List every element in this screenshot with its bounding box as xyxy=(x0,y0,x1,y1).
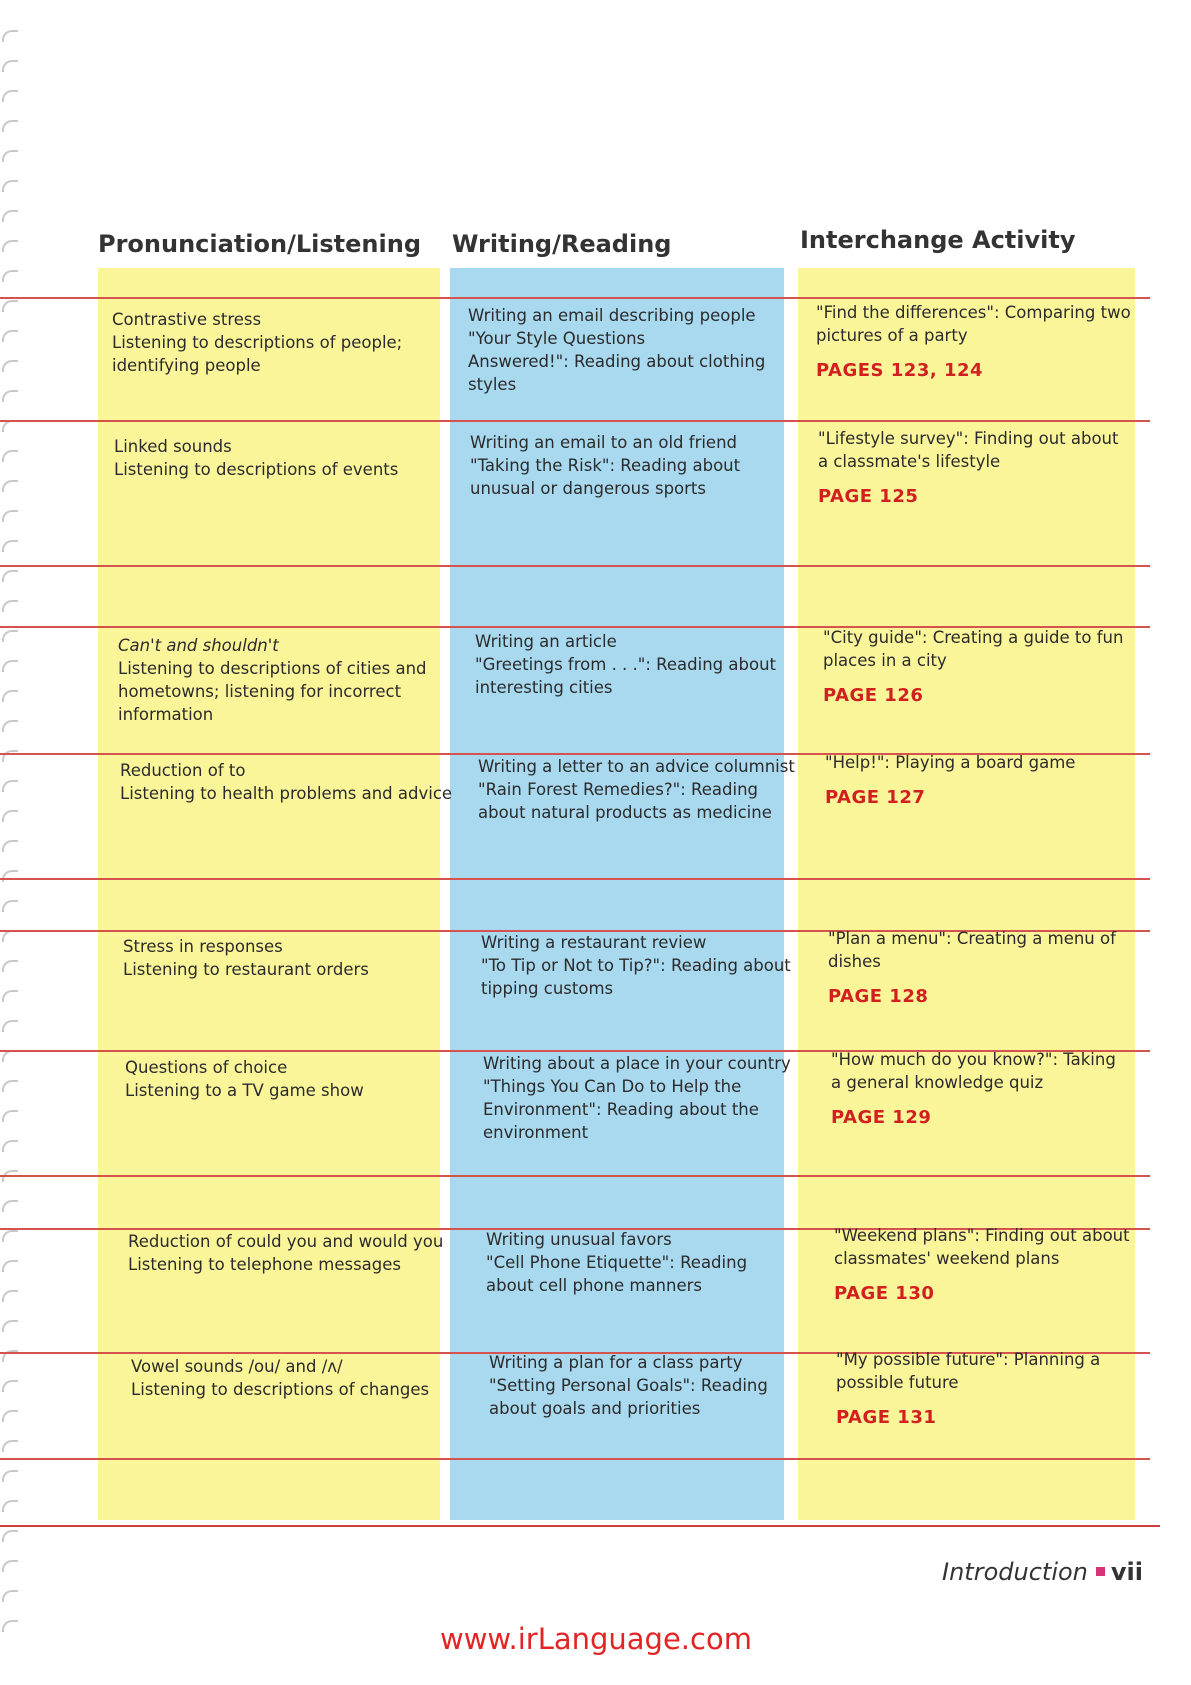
header-interchange-activity: Interchange Activity xyxy=(800,226,1076,254)
row-8-writing: Writing a plan for a class party "Setting Personal Goals": Reading about goals and priorities xyxy=(489,1353,768,1418)
spiral-ring xyxy=(2,150,18,162)
spiral-ring xyxy=(2,1320,18,1332)
row-4-activity: "Help!": Playing a board game PAGE 127 xyxy=(825,753,1076,808)
spiral-ring xyxy=(2,810,18,822)
spiral-ring xyxy=(2,510,18,522)
row-1-activity: "Find the differences": Comparing two pictures of a party PAGES 123, 124 xyxy=(816,303,1131,381)
row-8-activity: "My possible future": Planning a possible future PAGE 131 xyxy=(836,1350,1101,1428)
spiral-ring xyxy=(2,480,18,492)
spiral-ring xyxy=(2,1500,18,1512)
spiral-ring xyxy=(2,1140,18,1152)
spiral-ring xyxy=(2,570,18,582)
row-separator-line xyxy=(0,297,1150,299)
spiral-ring xyxy=(2,780,18,792)
row-3-activity: "City guide": Creating a guide to fun places in a city PAGE 126 xyxy=(823,628,1124,706)
row-5-writing: Writing a restaurant review "To Tip or Not to Tip?": Reading about tipping customs xyxy=(481,933,791,998)
watermark-url: www.irLanguage.com xyxy=(440,1622,752,1656)
header-writing-reading: Writing/Reading xyxy=(452,230,672,258)
spiral-ring xyxy=(2,240,18,252)
row-6-writing: Writing about a place in your country "Things You Can Do to Help the Environment": Reading about the environment xyxy=(483,1054,791,1142)
row-6-pronunciation: Questions of choice Listening to a TV game show xyxy=(125,1058,364,1100)
page-footer xyxy=(942,1558,1143,1586)
spiral-ring xyxy=(2,1200,18,1212)
row-7-activity: "Weekend plans": Finding out about classmates' weekend plans PAGE 130 xyxy=(834,1226,1130,1304)
row-5-pronunciation: Stress in responses Listening to restaurant orders xyxy=(123,937,369,979)
bottom-rule xyxy=(0,1525,1160,1527)
spiral-ring xyxy=(2,30,18,42)
row-separator-line xyxy=(0,565,1150,567)
spiral-ring xyxy=(2,390,18,402)
row-4-pronunciation: Reduction of to Listening to health problems and advice xyxy=(120,761,453,803)
spiral-ring xyxy=(2,1230,18,1242)
bullet-icon xyxy=(1096,1567,1105,1576)
page-reference: PAGE 130 xyxy=(834,1283,935,1304)
row-1-pronunciation: Contrastive stress Listening to descriptions of people; identifying people xyxy=(112,310,403,375)
row-5-activity: "Plan a menu": Creating a menu of dishes PAGE 128 xyxy=(828,929,1116,1007)
spiral-ring xyxy=(2,540,18,552)
spiral-ring xyxy=(2,960,18,972)
spiral-ring xyxy=(2,210,18,222)
spiral-ring xyxy=(2,1260,18,1272)
spiral-ring xyxy=(2,1080,18,1092)
spiral-ring xyxy=(2,1590,18,1602)
spiral-ring xyxy=(2,1560,18,1572)
row-separator-line xyxy=(0,1175,1150,1177)
spiral-ring xyxy=(2,60,18,72)
spiral-ring xyxy=(2,900,18,912)
spiral-ring xyxy=(2,270,18,282)
row-2-activity: "Lifestyle survey": Finding out about a classmate's lifestyle PAGE 125 xyxy=(818,429,1119,507)
spiral-ring xyxy=(2,330,18,342)
spiral-ring xyxy=(2,720,18,732)
row-6-activity: "How much do you know?": Taking a general knowledge quiz PAGE 129 xyxy=(831,1050,1116,1128)
page-reference: PAGE 126 xyxy=(823,685,924,706)
row-3-writing: Writing an article "Greetings from . . .": Reading about interesting cities xyxy=(475,632,777,697)
spiral-ring xyxy=(2,180,18,192)
row-separator-line xyxy=(0,878,1150,880)
row-4-writing: Writing a letter to an advice columnist "Rain Forest Remedies?": Reading about natural products as medicine xyxy=(478,757,795,822)
spiral-ring xyxy=(2,840,18,852)
row-2-writing: Writing an email to an old friend "Taking the Risk": Reading about unusual or dangerous sports xyxy=(470,433,741,498)
spiral-binding xyxy=(0,0,22,1685)
spiral-ring xyxy=(2,870,18,882)
spiral-ring xyxy=(2,120,18,132)
spiral-ring xyxy=(2,990,18,1002)
spiral-ring xyxy=(2,1530,18,1542)
page-reference: PAGE 131 xyxy=(836,1407,937,1428)
footer-page-number: vii xyxy=(1110,1558,1143,1586)
spiral-ring xyxy=(2,1410,18,1422)
spiral-ring xyxy=(2,450,18,462)
spiral-ring xyxy=(2,750,18,762)
page-reference: PAGE 129 xyxy=(831,1107,932,1128)
row-8-pronunciation: Vowel sounds /ou/ and /ʌ/ Listening to descriptions of changes xyxy=(131,1357,430,1399)
row-separator-line xyxy=(0,1458,1150,1460)
spiral-ring xyxy=(2,690,18,702)
footer-section: Introduction xyxy=(942,1558,1088,1586)
spiral-ring xyxy=(2,360,18,372)
row-3-pronunciation: Can't and shouldn't Listening to descriptions of cities and hometowns; listening for incorrect information xyxy=(118,636,427,724)
spiral-ring xyxy=(2,600,18,612)
spiral-ring xyxy=(2,1470,18,1482)
spiral-ring xyxy=(2,1380,18,1392)
row-7-writing: Writing unusual favors "Cell Phone Etiquette": Reading about cell phone manners xyxy=(486,1230,748,1295)
row-separator-line xyxy=(0,420,1150,422)
spiral-ring xyxy=(2,300,18,312)
spiral-ring xyxy=(2,90,18,102)
spiral-ring xyxy=(2,1440,18,1452)
header-pronunciation-listening: Pronunciation/Listening xyxy=(98,230,421,258)
page-reference: PAGE 128 xyxy=(828,986,929,1007)
spiral-ring xyxy=(2,1620,18,1632)
row-2-pronunciation: Linked sounds Listening to descriptions of events xyxy=(114,437,399,479)
page-reference: PAGE 127 xyxy=(825,787,926,808)
spiral-ring xyxy=(2,1110,18,1122)
spiral-ring xyxy=(2,660,18,672)
spiral-ring xyxy=(2,1020,18,1032)
row-7-pronunciation: Reduction of could you and would you Listening to telephone messages xyxy=(128,1232,444,1274)
row-1-writing: Writing an email describing people "Your Style Questions Answered!": Reading about clothing styles xyxy=(468,306,766,394)
spiral-ring xyxy=(2,1290,18,1302)
spiral-ring xyxy=(2,630,18,642)
page-reference: PAGES 123, 124 xyxy=(816,360,984,381)
page-reference: PAGE 125 xyxy=(818,486,919,507)
